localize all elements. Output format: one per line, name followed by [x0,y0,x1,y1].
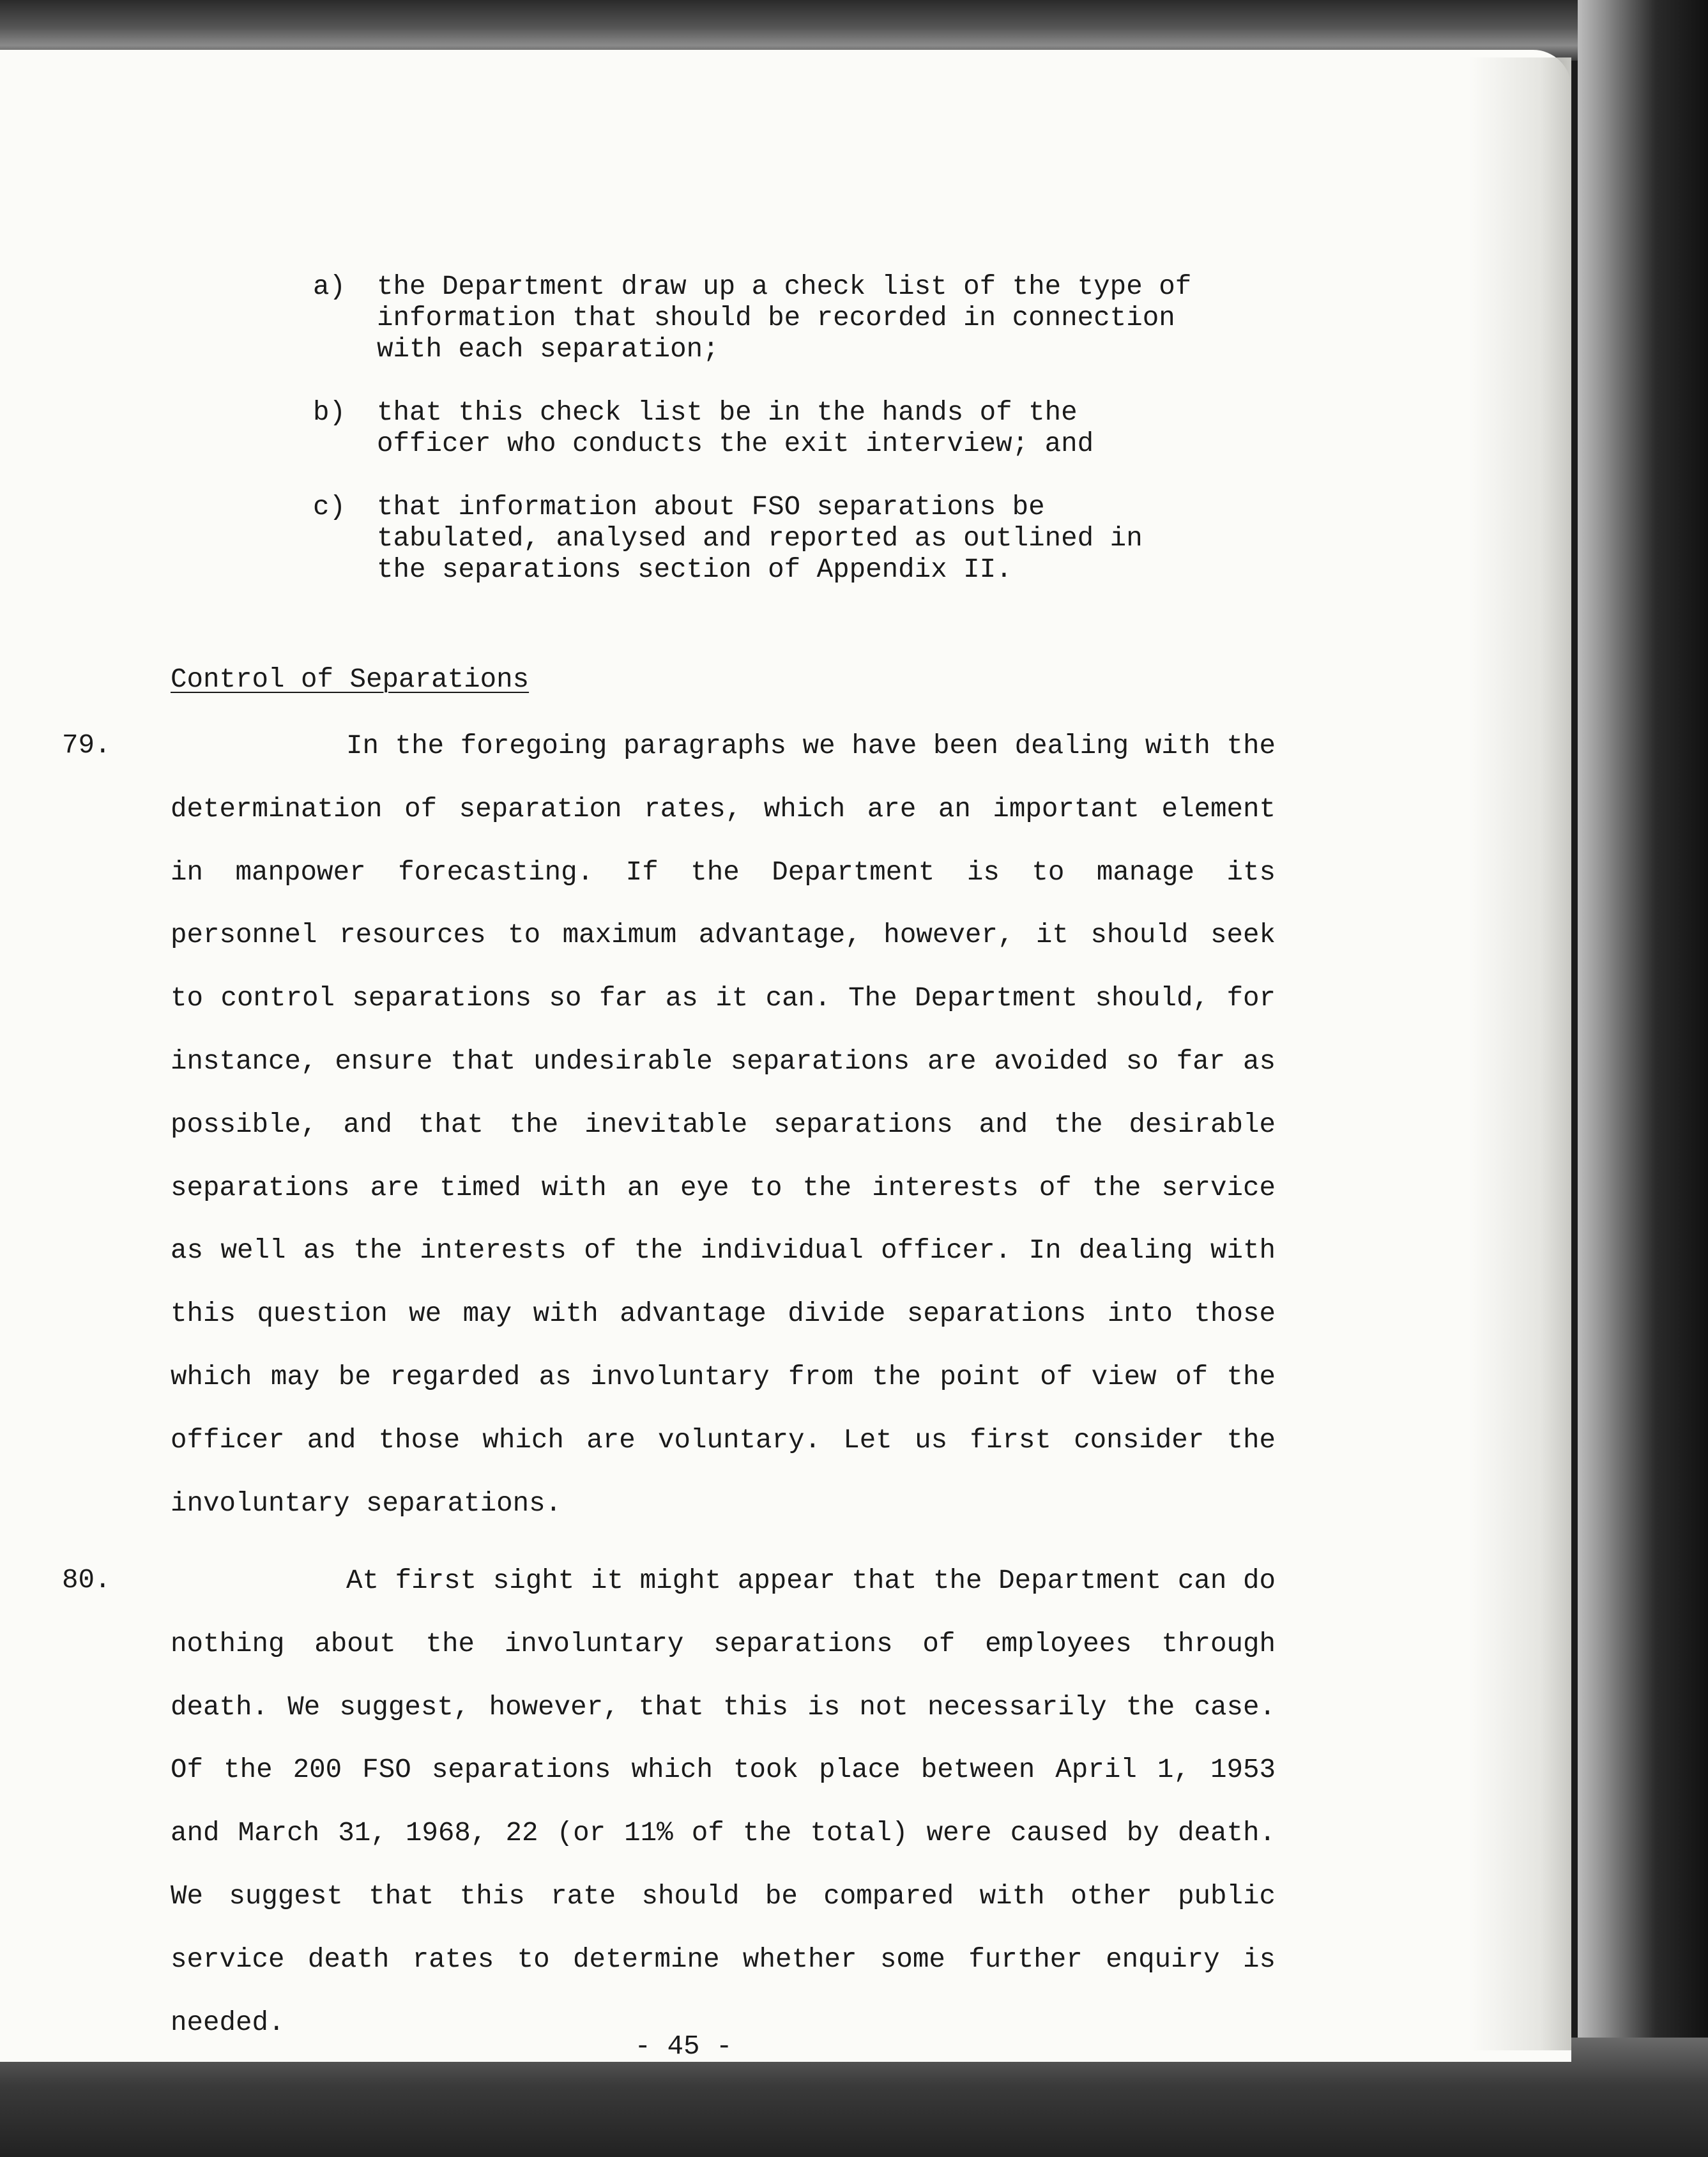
list-marker: c) [313,492,346,522]
paragraph-number: 80. [62,1565,111,1596]
page-number: - 45 - [634,2031,733,2062]
page-edge-shadow [1469,57,1571,2050]
paragraph-number: 79. [62,730,111,761]
scan-border-right [1578,0,1708,2157]
list-item-text: the Department draw up a check list of the type of information that should be recorded in connection with each separation; [377,271,1192,365]
list-marker: a) [313,271,346,302]
list-item-text: that this check list be in the hands of the officer who conducts the exit interview; and [377,397,1094,459]
list-item-text: that information about FSO separations be tabulated, analysed and reported as outlined in the separations section of Appendix II. [377,492,1143,585]
paragraph-79: In the foregoing paragraphs we have been dealing with the determination of separation rates, which are an important element in manpower forecasting. If the Department is to manage its personnel resources to maximum advantage, however, it should seek to control separations so far as it can. The Department should, for instance, ensure that undesirable separations are avoided so far as possible, and that the inevitable separations and the desirable separations are timed with an eye to the interests of the service as well as the interests of the individual officer. In dealing with this question we may with advantage divide separations into those which may be regarded as involuntary from the point of view of the officer and those which are voluntary. Let us first consider the involuntary separations. [171,731,1276,1519]
section-heading: Control of Separations [171,664,530,695]
paragraph-80: At first sight it might appear that the Department can do nothing about the involuntary separations of employees through death. We suggest, however, that this is not necessarily the case. Of the 200 FSO separations which took place between April 1, 1953 and March 31, 1968, 22 (or 11% of the total) were caused by death. We suggest that this rate should be compared with other public service death rates to determine whether some further enquiry is needed. [171,1566,1276,2038]
list-marker: b) [313,397,346,428]
